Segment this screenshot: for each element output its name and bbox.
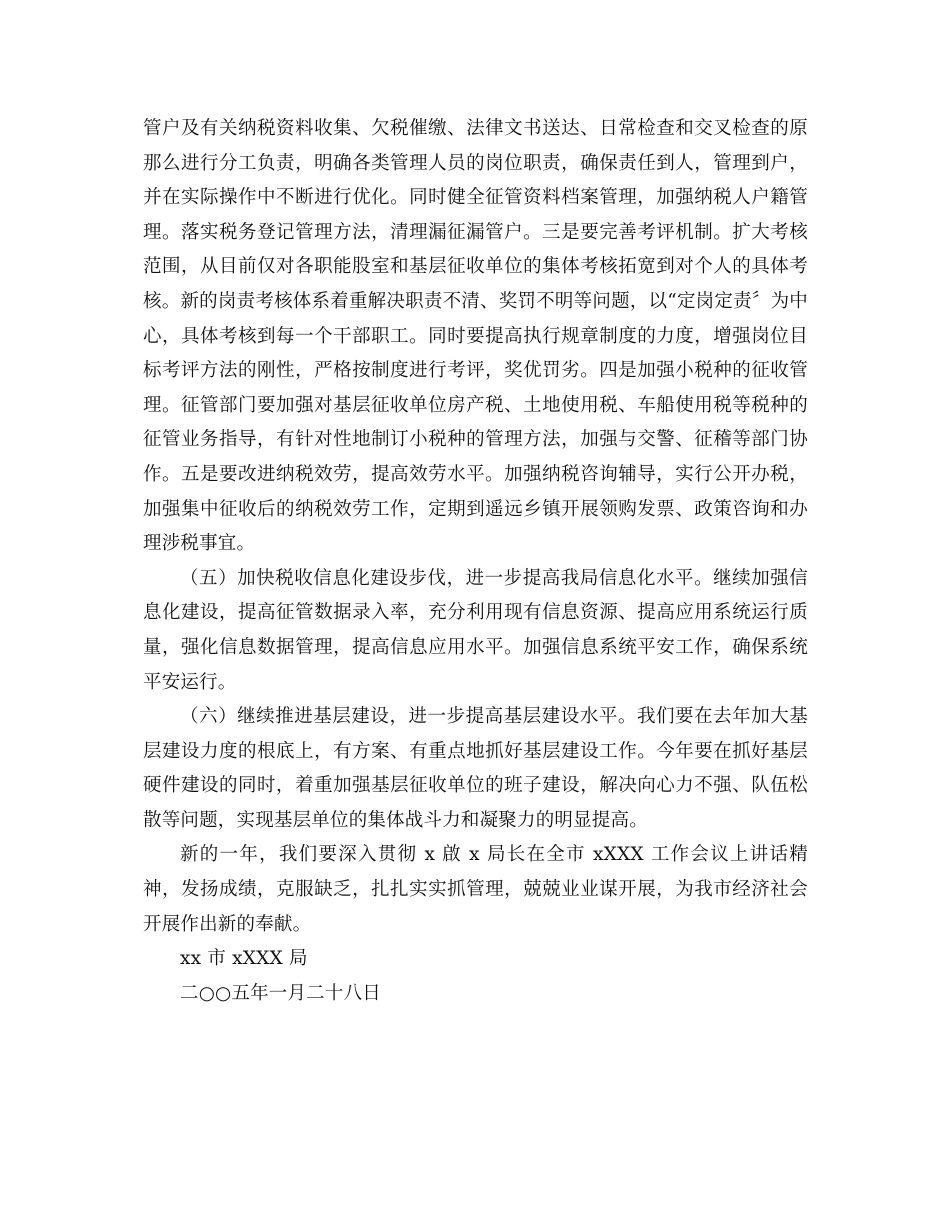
paragraph-informatization: （五）加快税收信息化建设步伐，进一步提高我局信息化水平。继续加强信息化建设，提高征管数据录入率，充分利用现有信息资源、提高应用系统运行质量，强化信息数据管理，提高信息应用水平。加强信息系统平安工作，确保系统平安运行。 bbox=[143, 567, 808, 693]
paragraph-grassroots: （六）继续推进基层建设，进一步提高基层建设水平。我们要在去年加大基层建设力度的根底上，有方案、有重点地抓好基层建设工作。今年要在抓好基层硬件建设的同时，着重加强基层征收单位的班子建设，解决向心力不强、队伍松散等问题，实现基层单位的集体战斗力和凝聚力的明显提高。 bbox=[143, 706, 808, 831]
document-body bbox=[143, 112, 808, 1011]
signature-organization: xx 市 xXXX 局 bbox=[180, 948, 308, 970]
paragraph-continuation: 管户及有关纳税资料收集、欠税催缴、法律文书送达、日常检查和交叉检查的原那么进行分工负责，明确各类管理人员的岗位职责，确保责任到人，管理到户，并在实际操作中不断进行优化。同时健全征管资料档案管理，加强纳税人户籍管理。落实税务登记管理方法，清理漏征漏管户。三是要完善考评机制。扩大考核范围，从目前仅对各职能股室和基层征收单位的集体考核拓宽到对个人的具体考核。新的岗责考核体系着重解决职责不清、奖罚不明等问题，以“定岗定责〞为中心，具体考核到每一个干部职工。同时要提高执行规章制度的力度，增强岗位目标考评方法的刚性，严格按制度进行考评，奖优罚劣。四是加强小税种的征收管理。征管部门要加强对基层征收单位房产税、土地使用税、车船使用税等税种的征管业务指导，有针对性地制订小税种的管理方法，加强与交警、征稽等部门协作。五是要改进纳税效劳，提高效劳水平。加强纳税咨询辅导，实行公开办税，加强集中征收后的纳税效劳工作，定期到遥远乡镇开展领购发票、政策咨询和办理涉税事宜。 bbox=[143, 118, 808, 555]
paragraph-closing: 新的一年，我们要深入贯彻 x 啟 x 局长在全市 xXXX 工作会议上讲话精神，发扬成绩，克服缺乏，扎扎实实抓管理，兢兢业业谋开展，为我市经济社会开展作出新的奉献。 bbox=[143, 844, 808, 935]
signature-date: 二○○五年一月二十八日 bbox=[180, 982, 381, 1004]
